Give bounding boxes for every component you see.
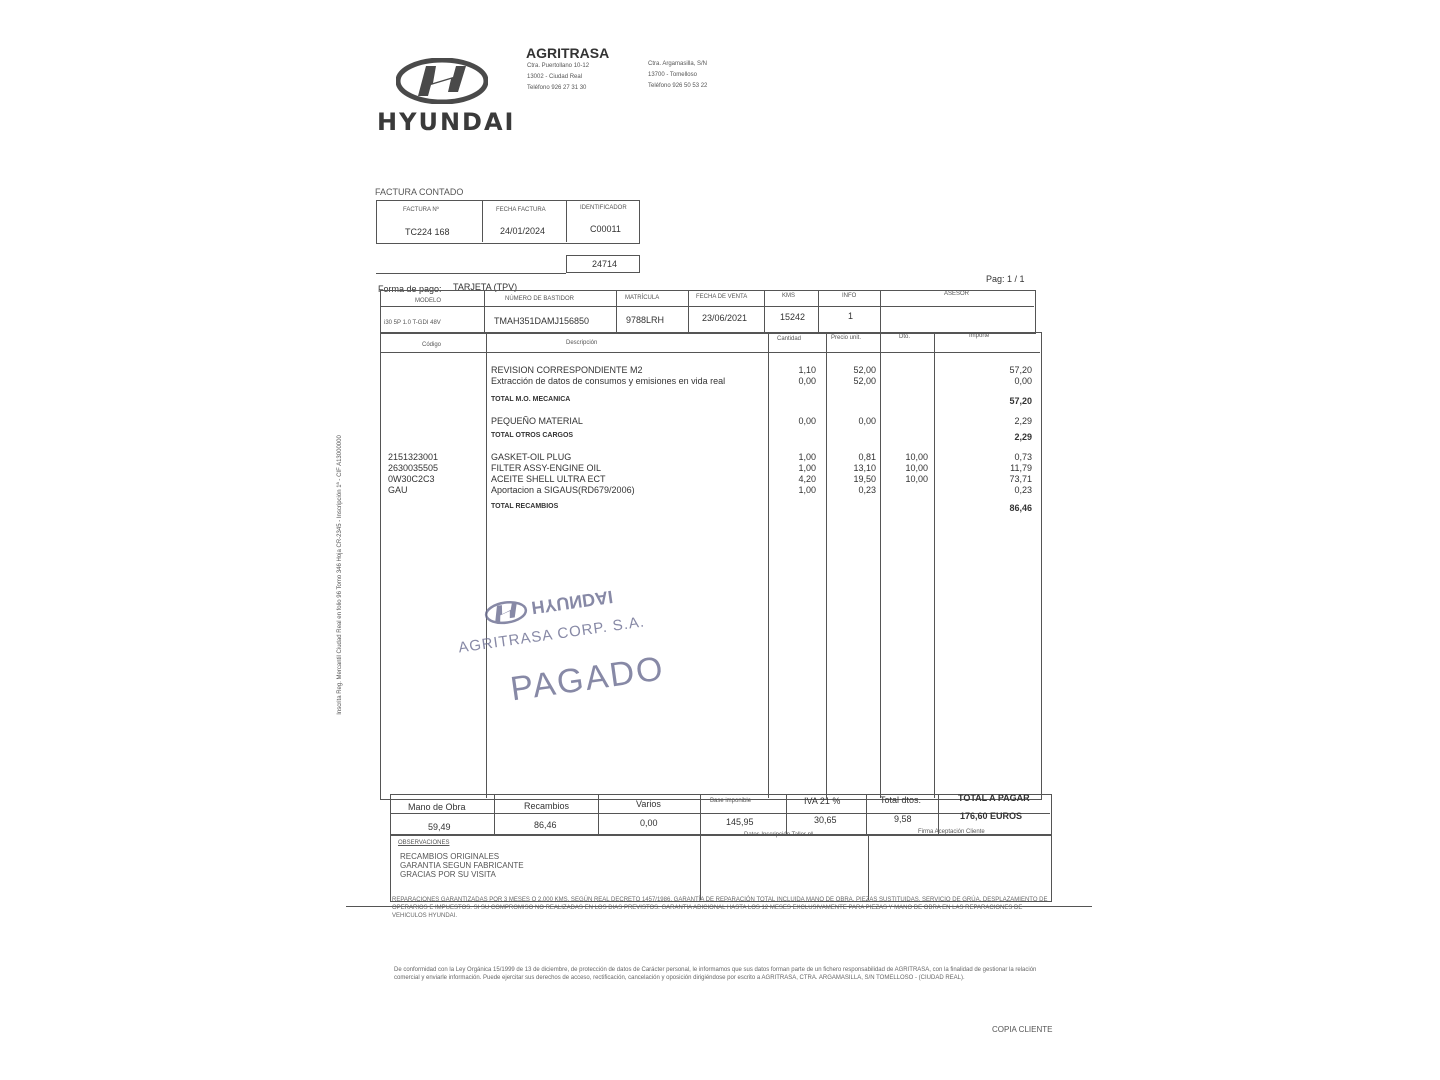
total-payable: 176,60 EUROS — [960, 811, 1023, 821]
total-misc: 0,00 — [640, 818, 658, 828]
line-amount: 2,29 — [1014, 416, 1032, 426]
col-discount: Dto. — [899, 334, 911, 340]
line-desc: TOTAL OTROS CARGOS — [491, 432, 574, 439]
line-dto: 10,00 — [905, 463, 928, 473]
line-amount: 57,20 — [1009, 396, 1032, 406]
total-label-payable: TOTAL A PAGAR — [958, 793, 1030, 803]
stamp-paid: PAGADO — [508, 649, 667, 709]
line-code: 2151323001 — [388, 452, 439, 462]
label-kms: KMS — [782, 293, 796, 299]
label-sale-date: FECHA DE VENTA — [696, 294, 748, 300]
col-unit-price: Precio unit. — [831, 335, 862, 341]
line-desc: TOTAL RECAMBIOS — [491, 503, 559, 510]
line-desc: GASKET-OIL PLUG — [491, 452, 572, 462]
observations-title: OBSERVACIONES — [398, 840, 450, 846]
line-amount: 57,20 — [1009, 365, 1032, 375]
total-labour: 59,49 — [428, 822, 451, 832]
line-desc: FILTER ASSY-ENGINE OIL — [491, 463, 602, 473]
total-vat: 30,65 — [814, 815, 837, 825]
client-signature-label: Firma Aceptación Cliente — [918, 829, 985, 835]
line-price: 52,00 — [853, 365, 876, 375]
label-invoice-date: FECHA FACTURA — [496, 207, 546, 213]
vehicle-kms: 15242 — [780, 312, 806, 322]
vehicle-chassis: TMAH351DAMJ156850 — [494, 316, 590, 326]
address1-line1: Ctra. Puertollano 10-12 — [527, 63, 590, 69]
page-number: Pag: 1 / 1 — [986, 274, 1025, 284]
line-desc: REVISION CORRESPONDIENTE M2 — [491, 365, 643, 375]
line-price: 0,23 — [858, 485, 876, 495]
line-amount: 0,00 — [1014, 376, 1032, 386]
vehicle-plate: 9788LRH — [626, 315, 665, 325]
line-price: 13,10 — [853, 463, 876, 473]
line-qty: 4,20 — [798, 474, 816, 484]
dealer-name: AGRITRASA — [526, 45, 610, 61]
vehicle-info: 1 — [848, 311, 854, 321]
hyundai-wordmark: HYUNDAI — [377, 108, 516, 136]
line-amount: 0,23 — [1014, 485, 1032, 495]
total-discount: 9,58 — [894, 814, 912, 824]
total-label-discount: Total dtos. — [880, 795, 922, 805]
line-amount: 2,29 — [1014, 432, 1032, 442]
address1-line2: 13002 - Ciudad Real — [527, 74, 583, 80]
client-number: 24714 — [592, 259, 618, 269]
line-qty: 1,00 — [798, 463, 816, 473]
total-label-vat: IVA 21 % — [804, 796, 841, 806]
line-qty: 1,00 — [798, 452, 816, 462]
vehicle-model: i30 5P 1.0 T-GDI 48V — [384, 320, 441, 326]
line-code: GAU — [388, 485, 408, 495]
vehicle-sale-date: 23/06/2021 — [702, 313, 748, 323]
label-info: INFO — [842, 293, 857, 299]
label-identifier: IDENTIFICADOR — [580, 205, 627, 211]
address2-line2: 13700 - Tomelloso — [648, 72, 697, 78]
address2-line1: Ctra. Argamasilla, S/N — [648, 61, 708, 67]
line-qty: 0,00 — [798, 376, 816, 386]
label-model: MODELO — [415, 298, 442, 304]
line-dto: 10,00 — [905, 474, 928, 484]
total-parts: 86,46 — [534, 820, 557, 830]
line-desc: Extracción de datos de consumos y emisiones en vida real — [491, 376, 726, 386]
line-price: 52,00 — [853, 376, 876, 386]
line-dto: 10,00 — [905, 452, 928, 462]
invoice-number: TC224 168 — [405, 227, 450, 237]
payment-label: Forma de pago: — [378, 284, 442, 294]
col-description: Descripción — [566, 340, 598, 346]
line-amount: 0,73 — [1014, 452, 1032, 462]
total-label-parts: Recambios — [524, 801, 570, 811]
line-qty: 0,00 — [798, 416, 816, 426]
line-amount: 73,71 — [1009, 474, 1032, 484]
stamp-company: AGRITRASA CORP. S.A. — [457, 613, 646, 657]
line-qty: 1,10 — [798, 365, 816, 375]
observation-2: GARANTIA SEGUN FABRICANTE — [400, 861, 524, 870]
line-code: 2630035505 — [388, 463, 439, 473]
line-desc: ACEITE SHELL ULTRA ECT — [491, 474, 606, 484]
workshop-reg-label: Datos Inscripción Taller nº — [744, 832, 814, 838]
label-advisor: ASESOR — [944, 291, 970, 297]
line-desc: Aportacion a SIGAUS(RD679/2006) — [491, 485, 635, 495]
observation-1: RECAMBIOS ORIGINALES — [400, 852, 500, 861]
line-price: 0,81 — [858, 452, 876, 462]
payment-value: TARJETA (TPV) — [453, 282, 518, 292]
line-desc: PEQUEÑO MATERIAL — [491, 416, 583, 426]
line-qty: 1,00 — [798, 485, 816, 495]
total-base: 145,95 — [726, 817, 754, 827]
label-plate: MATRÍCULA — [625, 295, 660, 301]
stamp-brand: HYUNDAI — [530, 586, 615, 618]
line-amount: 86,46 — [1009, 503, 1032, 513]
registry-side-text: Inscrita Reg. Mercantil Ciudad Real en folio 96 Tomo 346 Hoja CR-2345 - Inscripción 1ª - CIF A13000000 — [337, 435, 343, 715]
invoice-date: 24/01/2024 — [500, 226, 546, 236]
total-label-labour: Mano de Obra — [408, 802, 466, 812]
line-amount: 11,79 — [1010, 463, 1032, 473]
total-label-misc: Varios — [636, 799, 661, 809]
identifier-value: C00011 — [590, 224, 621, 234]
line-price: 19,50 — [853, 474, 876, 484]
stamp-logo-icon — [483, 598, 530, 628]
copy-label: COPIA CLIENTE — [992, 1025, 1053, 1034]
col-amount: Importe — [969, 333, 990, 339]
legal-privacy: De conformidad con la Ley Orgánica 15/1999 de 13 de diciembre, de protección de datos de Carácter personal, le informamos que sus datos forman parte de un fichero responsabilidad de AGRITRASA, con la finalidad de gestionar la relación comercial y enviarle información. Puede ejercitar sus derechos de acceso, rectificación, cancelación y oposición dirigiéndose por escrito a AGRITRASA, CTRA. ARGAMASILLA, S/N TOMELLOSO - (CIUDAD REAL). — [394, 967, 1037, 981]
doc-type: FACTURA CONTADO — [375, 187, 464, 197]
col-quantity: Cantidad — [777, 336, 802, 342]
address2-line3: Teléfono 926 50 53 22 — [648, 83, 708, 89]
address1-line3: Teléfono 926 27 31 30 — [527, 85, 587, 91]
col-code: Código — [422, 342, 442, 348]
label-invoice-no: FACTURA Nº — [403, 207, 439, 213]
legal-warranty: REPARACIONES GARANTIZADAS POR 3 MESES O 2.000 KMS. SEGÚN REAL DECRETO 1457/1986. GARANTÍA DE REPARACIÓN TOTAL INCLUIDA MANO DE OBRA, PIEZAS SUSTITUIDAS, SERVICIO DE GRÚA, DESPLAZAMIENTO DE OPERARIOS E IMPUESTOS. SI SU COMPROMISO NO REALIZADAS EN LOS DIAS PREVISTOS. GARANTIA ADICIONAL HASTA LOS 12 MESES EXCLUSIVAMENTE PARA PIEZAS Y MANO DE OBRA EN LAS REPARACIONES DE VEHICULOS HYUNDAI. — [392, 897, 1048, 919]
line-price: 0,00 — [858, 416, 876, 426]
line-code: 0W30C2C3 — [388, 474, 435, 484]
observation-3: GRACIAS POR SU VISITA — [400, 870, 496, 879]
total-label-base: Base imponible — [710, 798, 752, 804]
line-desc: TOTAL M.O. MECANICA — [491, 396, 571, 403]
label-chassis: NÚMERO DE BASTIDOR — [505, 296, 575, 302]
hyundai-logo-icon — [396, 58, 488, 104]
